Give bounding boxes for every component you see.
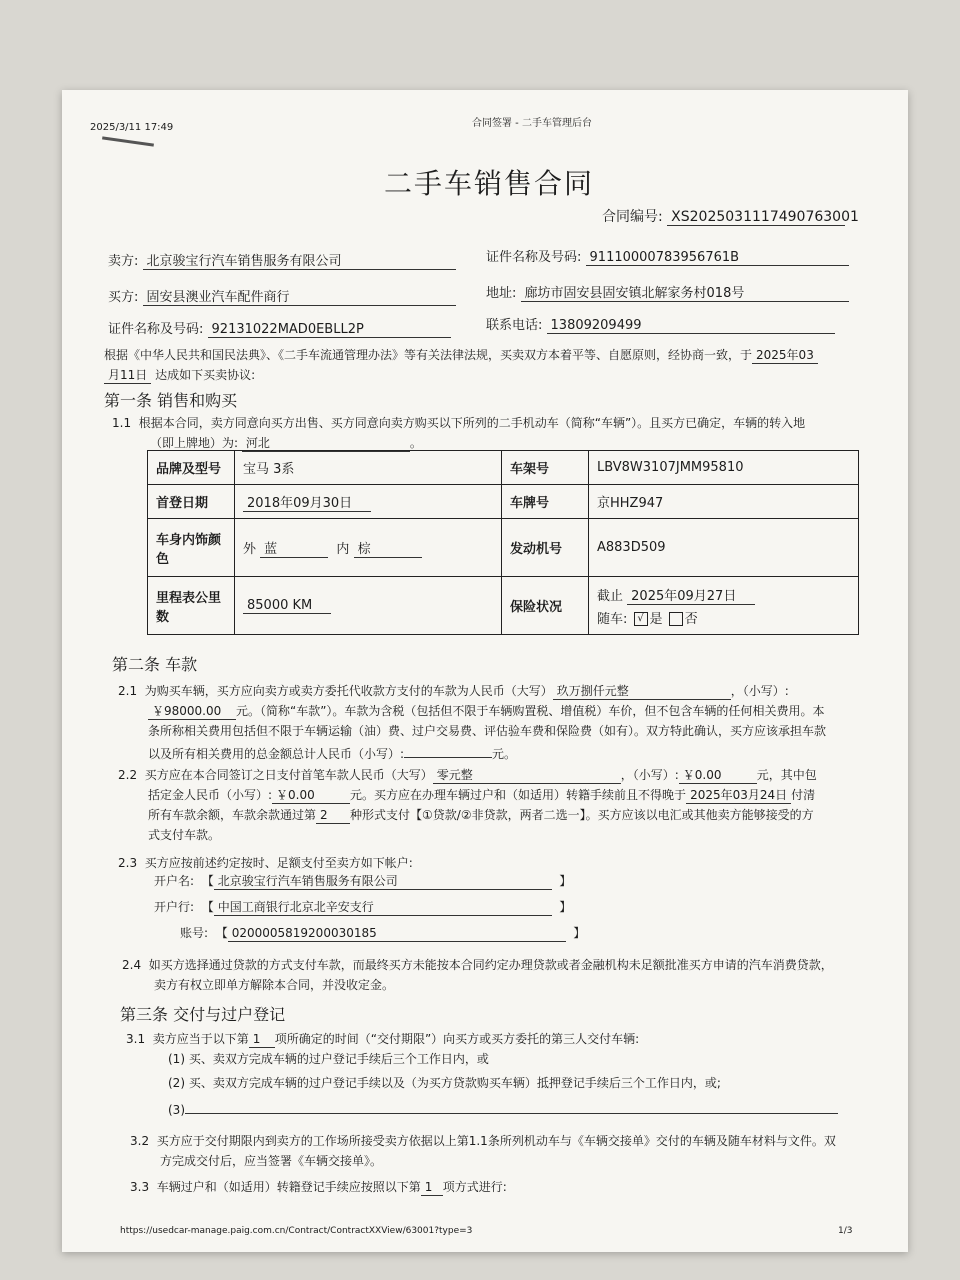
clause-2-1-line-2: ￥98000.00 元。（简称“车款”）。车款为含税（包括但不限于车辆购置税、增值税）车价，但不包含车辆的任何相关费用。本 (148, 702, 824, 720)
insurance-yes-checkbox[interactable]: √ (634, 612, 648, 626)
buyer-line: 买方: 固安县澳业汽车配件商行 (108, 286, 456, 306)
brand-value: 宝马 3系 (235, 451, 502, 485)
vin-value: LBV8W3107JMM95810 (589, 451, 859, 485)
intro-line-2: 月11日 达成如下买卖协议: (104, 366, 255, 384)
vehicle-info-table (147, 450, 859, 635)
brand-label: 品牌及型号 (148, 451, 235, 485)
system-header: 合同签署 - 二手车管理后台 (472, 118, 592, 129)
clause-3-1-option-3: (3) (168, 1098, 838, 1117)
insurance-until: 2025年09月27日 (627, 585, 755, 605)
vin-label: 车架号 (502, 451, 589, 485)
plate-label: 车牌号 (502, 485, 589, 519)
buyer-address-line: 地址: 廊坊市固安县固安镇北解家务村018号 (486, 282, 849, 302)
clause-3-1: 3.1 卖方应当于以下第 1 项所确定的时间（“交付期限”）向买方或买方委托的第三人交付车辆: (126, 1032, 640, 1046)
clause-3-3: 3.3 车辆过户和（如适用）转籍登记手续应按照以下第 1 项方式进行: (130, 1180, 507, 1194)
reg-date-cell (235, 485, 502, 519)
page-number: 1/3 (838, 1226, 853, 1236)
article-3-title: 第三条 交付与过户登记 (120, 1005, 286, 1024)
plate-value: 京HHZ947 (589, 485, 859, 519)
intro-line-1: 根据《中华人民共和国民法典》、《二手车流通管理办法》等有关法律法规，买卖双方本着平等、自愿原则，经协商一致，于 2025年03 (104, 346, 818, 364)
insurance-label: 保险状况 (502, 577, 589, 635)
clause-2-4-line-1: 2.4 如买方选择通过贷款的方式支付车款，而最终买方未能按本合同约定办理贷款或者金融机构未足额批准买方申请的汽车消费贷款， (122, 958, 833, 972)
outer-color: 蓝 (260, 538, 328, 558)
page-title: 二手车销售合同 (384, 167, 595, 200)
clause-2-2-line-3: 所有车款余额，车款余款通过第 2 种形式支付【①贷款/②非贷款，两者二选一】。买方应该以电汇或其他卖方能够接受的方 (148, 808, 814, 822)
insurance-cell: 截止 2025年09月27日 随车: √ 是 否 (589, 577, 859, 635)
article-1-title: 第一条 销售和购买 (104, 391, 238, 410)
clause-2-1-line-3: 条所称相关费用包括但不限于车辆运输（油）费、过户交易费、评估验车费和保险费（如有）。双方特此确认，买方应该承担车款 (148, 724, 827, 738)
buyer-id-line: 证件名称及号码: 92131022MAD0EBLL2P (108, 318, 451, 338)
clause-3-2-line-2: 方完成交付后，应当签署《车辆交接单》。 (160, 1154, 383, 1168)
clause-2-4-line-2: 卖方有权立即单方解除本合同，并没收定金。 (154, 978, 395, 992)
account-name-line: 开户名: 【 北京骏宝行汽车销售服务有限公司 】 (154, 874, 572, 888)
clause-3-1-option-2: (2) 买、卖双方完成车辆的过户登记手续以及（为买方贷款购买车辆）抵押登记手续后三个工作日内，或; (168, 1076, 721, 1090)
pen-mark (102, 136, 154, 146)
clause-2-2-line-4: 式支付车款。 (148, 828, 221, 842)
article-2-title: 第二条 车款 (112, 655, 198, 674)
contract-page (62, 90, 908, 1252)
contract-number: 合同编号: XS2025031117490763001 (602, 209, 859, 225)
seller-id-line: 证件名称及号码: 91110000783956761B (486, 246, 849, 266)
clause-2-2-line-2: 括定金人民币（小写）: ￥0.00 元。买方应在办理车辆过户和（如适用）转籍手续前且不得晚于 2025年03月24日 付清 (148, 788, 816, 802)
reg-date-value: 2018年09月30日 (243, 492, 371, 512)
engine-value: A883D509 (589, 519, 859, 577)
clause-2-3: 2.3 买方应按前述约定按时、足额支付至卖方如下帐户: (118, 856, 413, 870)
clause-1-1: 1.1 根据本合同，卖方同意向买方出售、买方同意向卖方购买以下所列的二手机动车（简称“车辆”）。且买方已确定，车辆的转入地 (112, 416, 806, 430)
clause-2-2-line-1: 2.2 买方应在本合同签订之日支付首笔车款人民币（大写） 零元整 ，（小写）: ￥0.00 元，其中包 (118, 768, 817, 782)
mileage-cell (235, 577, 502, 635)
buyer-phone-line: 联系电话: 13809209499 (486, 314, 835, 334)
print-timestamp: 2025/3/11 17:49 (90, 122, 174, 133)
mileage-value: 85000 KM (243, 598, 331, 614)
color-label: 车身内饰颜色 (148, 519, 235, 577)
bank-line: 开户行: 【 中国工商银行北京北辛安支行 】 (154, 900, 572, 914)
clause-1-1-place: （即上牌地）为: 河北 。 (150, 436, 422, 450)
mileage-label: 里程表公里数 (148, 577, 235, 635)
reg-date-label: 首登日期 (148, 485, 235, 519)
seller-line: 卖方: 北京骏宝行汽车销售服务有限公司 (108, 250, 456, 270)
footer-url: https://usedcar-manage.paig.com.cn/Contract/ContractXXView/63001?type=3 (120, 1226, 473, 1236)
clause-2-1-line-4: 以及所有相关费用的总金额总计人民币（小写）: 元。 (148, 742, 516, 762)
account-number-line: 账号: 【 0200005819200030185 】 (180, 926, 586, 940)
engine-label: 发动机号 (502, 519, 589, 577)
clause-3-2-line-1: 3.2 买方应于交付期限内到卖方的工作场所接受卖方依据以上第1.1条所列机动车与《车辆交接单》交付的车辆及随车材料与文件。双 (130, 1134, 836, 1148)
inner-color: 棕 (354, 538, 422, 558)
color-cell: 外 蓝 内 棕 (235, 519, 502, 577)
clause-2-1-line-1: 2.1 为购买车辆，买方应向卖方或卖方委托代收款方支付的车款为人民币（大写） 玖万捌仟元整 ，（小写）: (118, 684, 789, 698)
insurance-no-checkbox[interactable] (669, 612, 683, 626)
clause-3-1-option-1: (1) 买、卖双方完成车辆的过户登记手续后三个工作日内，或 (168, 1052, 489, 1066)
